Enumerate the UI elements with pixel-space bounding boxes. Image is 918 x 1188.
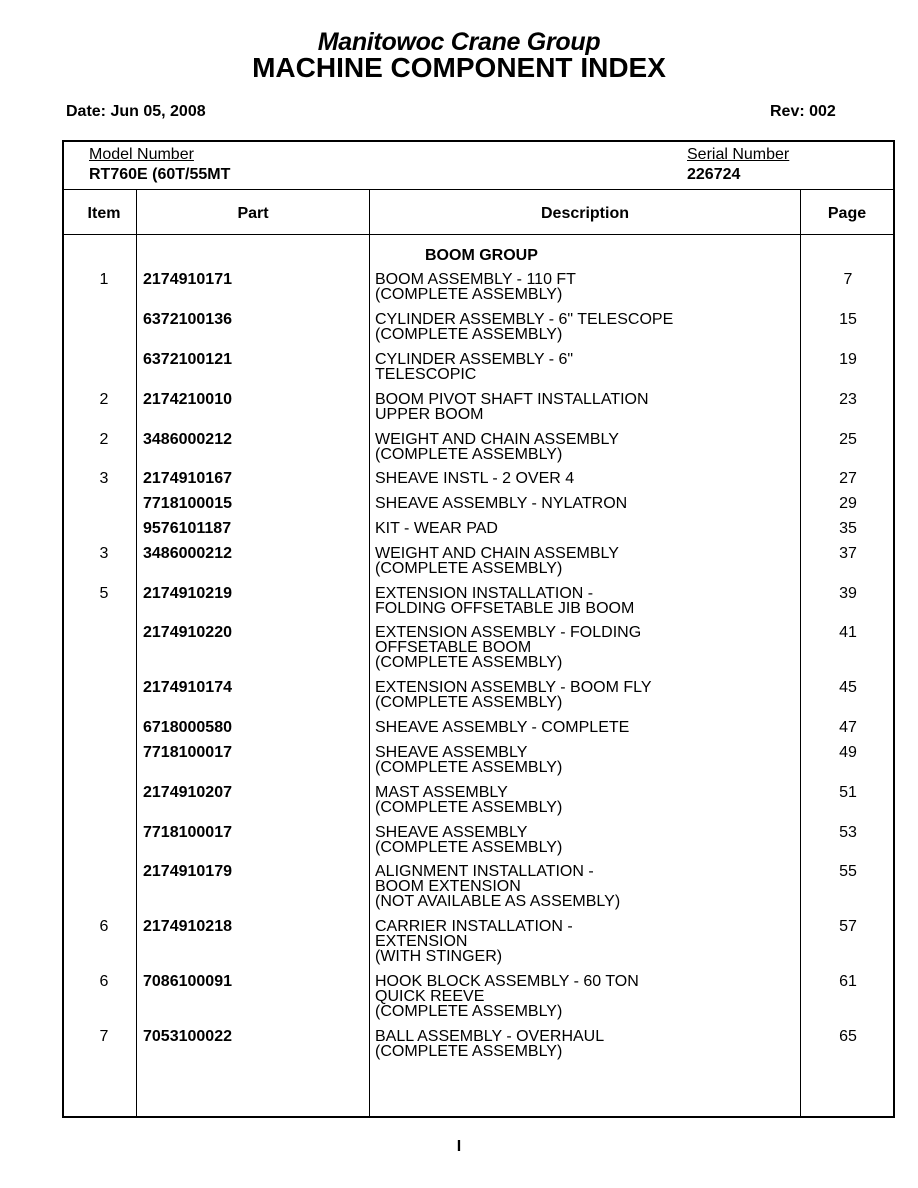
row-page-number: 7 xyxy=(843,271,853,288)
row-description: EXTENSION INSTALLATION - FOLDING OFFSETABLE JIB BOOM xyxy=(375,585,635,617)
row-part-number: 7718100017 xyxy=(143,824,232,841)
column-header-page: Page xyxy=(827,205,867,222)
row-part-number: 2174910171 xyxy=(143,271,232,288)
row-page-number: 23 xyxy=(839,391,857,408)
row-page-number: 45 xyxy=(839,679,857,696)
description-column-divider xyxy=(800,190,801,1116)
info-divider xyxy=(64,189,893,190)
column-header-description: Description xyxy=(540,205,629,222)
row-page-number: 25 xyxy=(839,431,857,448)
row-part-number: 7718100017 xyxy=(143,744,232,761)
row-description: SHEAVE ASSEMBLY - NYLATRON xyxy=(375,495,628,512)
model-number-value: RT760E (60T/55MT xyxy=(89,166,231,183)
row-part-number: 2174910220 xyxy=(143,624,232,641)
row-item-number: 3 xyxy=(99,545,109,562)
row-description: SHEAVE ASSEMBLY (COMPLETE ASSEMBLY) xyxy=(375,744,563,776)
row-page-number: 49 xyxy=(839,744,857,761)
row-part-number: 6372100136 xyxy=(143,311,232,328)
serial-number-value: 226724 xyxy=(687,166,741,183)
row-part-number: 2174910174 xyxy=(143,679,232,696)
row-description: EXTENSION ASSEMBLY - BOOM FLY (COMPLETE ASSEMBLY) xyxy=(375,679,652,711)
row-part-number: 2174910219 xyxy=(143,585,232,602)
row-page-number: 53 xyxy=(839,824,857,841)
row-description: BALL ASSEMBLY - OVERHAUL (COMPLETE ASSEMBLY) xyxy=(375,1028,605,1060)
row-description: EXTENSION ASSEMBLY - FOLDING OFFSETABLE BOOM (COMPLETE ASSEMBLY) xyxy=(375,624,642,671)
row-page-number: 47 xyxy=(839,719,857,736)
group-title: BOOM GROUP xyxy=(425,247,538,264)
row-page-number: 51 xyxy=(839,784,857,801)
row-page-number: 19 xyxy=(839,351,857,368)
row-page-number: 57 xyxy=(839,918,857,935)
row-description: SHEAVE ASSEMBLY - COMPLETE xyxy=(375,719,630,736)
row-part-number: 2174910179 xyxy=(143,863,232,880)
row-item-number: 2 xyxy=(99,391,109,408)
row-part-number: 2174210010 xyxy=(143,391,232,408)
row-description: WEIGHT AND CHAIN ASSEMBLY (COMPLETE ASSEMBLY) xyxy=(375,545,619,577)
row-part-number: 6718000580 xyxy=(143,719,232,736)
row-page-number: 37 xyxy=(839,545,857,562)
row-description: SHEAVE INSTL - 2 OVER 4 xyxy=(375,470,575,487)
row-part-number: 7718100015 xyxy=(143,495,232,512)
row-page-number: 65 xyxy=(839,1028,857,1045)
row-description: KIT - WEAR PAD xyxy=(375,520,498,537)
row-page-number: 41 xyxy=(839,624,857,641)
row-page-number: 27 xyxy=(839,470,857,487)
row-part-number: 7053100022 xyxy=(143,1028,232,1045)
row-description: WEIGHT AND CHAIN ASSEMBLY (COMPLETE ASSEMBLY) xyxy=(375,431,619,463)
row-description: SHEAVE ASSEMBLY (COMPLETE ASSEMBLY) xyxy=(375,824,563,856)
row-item-number: 2 xyxy=(99,431,109,448)
row-part-number: 2174910207 xyxy=(143,784,232,801)
row-part-number: 9576101187 xyxy=(143,520,232,537)
row-part-number: 3486000212 xyxy=(143,545,232,562)
row-description: CARRIER INSTALLATION - EXTENSION (WITH STINGER) xyxy=(375,918,573,965)
row-description: BOOM ASSEMBLY - 110 FT (COMPLETE ASSEMBLY) xyxy=(375,271,576,303)
row-description: CYLINDER ASSEMBLY - 6" TELESCOPIC xyxy=(375,351,574,383)
row-description: MAST ASSEMBLY (COMPLETE ASSEMBLY) xyxy=(375,784,563,816)
row-item-number: 7 xyxy=(99,1028,109,1045)
revision-number: Rev: 002 xyxy=(770,103,836,120)
row-part-number: 2174910218 xyxy=(143,918,232,935)
document-date: Date: Jun 05, 2008 xyxy=(66,103,206,120)
header-divider xyxy=(64,234,893,235)
row-part-number: 6372100121 xyxy=(143,351,232,368)
component-index-table xyxy=(62,140,895,1118)
document-title: MACHINE COMPONENT INDEX xyxy=(252,52,666,83)
row-part-number: 2174910167 xyxy=(143,470,232,487)
row-page-number: 61 xyxy=(839,973,857,990)
row-item-number: 5 xyxy=(99,585,109,602)
row-page-number: 35 xyxy=(839,520,857,537)
row-description: BOOM PIVOT SHAFT INSTALLATION UPPER BOOM xyxy=(375,391,649,423)
row-page-number: 29 xyxy=(839,495,857,512)
row-page-number: 55 xyxy=(839,863,857,880)
row-description: CYLINDER ASSEMBLY - 6" TELESCOPE (COMPLETE ASSEMBLY) xyxy=(375,311,674,343)
serial-number-label: Serial Number xyxy=(687,146,790,163)
company-name: Manitowoc Crane Group xyxy=(317,28,601,56)
row-part-number: 3486000212 xyxy=(143,431,232,448)
row-item-number: 1 xyxy=(99,271,109,288)
row-part-number: 7086100091 xyxy=(143,973,232,990)
model-number-label: Model Number xyxy=(89,146,194,163)
part-column-divider xyxy=(369,190,370,1116)
row-item-number: 3 xyxy=(99,470,109,487)
column-header-part: Part xyxy=(237,205,269,222)
row-page-number: 15 xyxy=(839,311,857,328)
row-description: HOOK BLOCK ASSEMBLY - 60 TON QUICK REEVE (COMPLETE ASSEMBLY) xyxy=(375,973,639,1020)
row-page-number: 39 xyxy=(839,585,857,602)
column-header-item: Item xyxy=(87,205,121,222)
row-item-number: 6 xyxy=(99,973,109,990)
row-item-number: 6 xyxy=(99,918,109,935)
page-number: I xyxy=(456,1138,462,1155)
row-description: ALIGNMENT INSTALLATION - BOOM EXTENSION (NOT AVAILABLE AS ASSEMBLY) xyxy=(375,863,621,910)
